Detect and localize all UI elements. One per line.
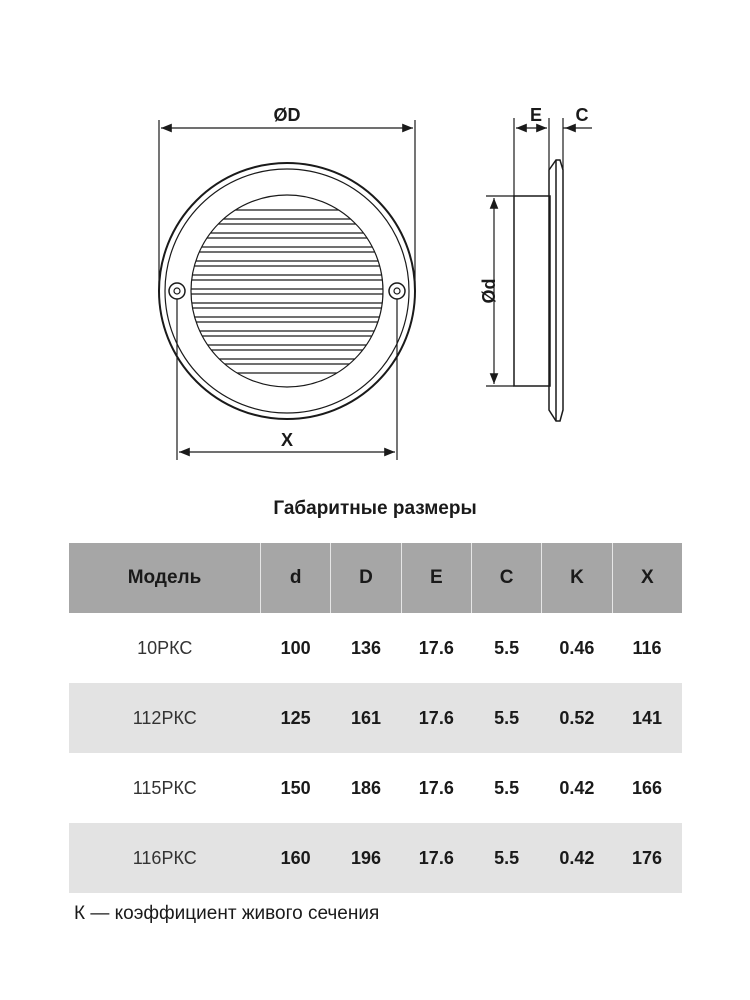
- cell-K: 0.42: [559, 777, 595, 798]
- dimension-depth-e-flange-c: [514, 118, 592, 196]
- label-outer-diameter: ØD: [273, 105, 301, 125]
- mounting-hole-left: [169, 283, 185, 299]
- outer-rim: [159, 163, 415, 419]
- cell-C: 5.5: [472, 823, 542, 893]
- cell-model: 10РКС: [137, 637, 193, 658]
- inner-rim: [165, 169, 409, 413]
- cell-D: 186: [350, 777, 381, 798]
- table-header-row: [69, 543, 682, 613]
- cell-d: 150: [280, 777, 311, 798]
- cell-E: 17.6: [401, 683, 471, 753]
- cell-E: 17.6: [401, 823, 471, 893]
- cell-model: 112РКС: [69, 683, 261, 753]
- cell-d: 160: [261, 823, 331, 893]
- cell-C: 5.5: [472, 683, 542, 753]
- cell-E: 17.6: [418, 637, 454, 658]
- cell-K: 0.46: [559, 637, 595, 658]
- louver-slats: [180, 210, 394, 373]
- cell-D: 196: [331, 823, 401, 893]
- mounting-hole-right: [389, 283, 405, 299]
- footnote: К — коэффициент живого сечения: [74, 903, 380, 924]
- cell-K: 0.52: [542, 683, 612, 753]
- cell-X: 141: [612, 683, 682, 753]
- header-C: C: [472, 543, 542, 613]
- side-view: [514, 160, 563, 421]
- table-row: [69, 613, 682, 683]
- header-X: X: [612, 543, 682, 613]
- header-D: D: [331, 543, 401, 613]
- cell-X: 116: [632, 637, 662, 658]
- header-K: K: [542, 543, 612, 613]
- dimension-outer-diameter: [159, 120, 415, 291]
- cell-D: 136: [350, 637, 381, 658]
- cell-C: 5.5: [494, 777, 520, 798]
- cell-X: 166: [632, 777, 663, 798]
- label-depth-e: E: [529, 105, 543, 125]
- cell-C: 5.5: [494, 637, 520, 658]
- table-row: [69, 823, 682, 893]
- front-view: [159, 163, 415, 419]
- dimensions-table: [69, 543, 682, 893]
- label-hole-spacing: X: [280, 430, 294, 450]
- table-title: Габаритные размеры: [273, 498, 477, 519]
- cell-d: 100: [280, 637, 311, 658]
- table-row: [69, 683, 682, 753]
- header-model: Модель: [69, 543, 261, 613]
- header-E: E: [401, 543, 471, 613]
- table-row: [69, 753, 682, 823]
- cell-E: 17.6: [418, 777, 454, 798]
- header-d: d: [261, 543, 331, 613]
- cell-model: 116РКС: [69, 823, 261, 893]
- label-flange-c: C: [575, 105, 589, 125]
- cell-D: 161: [331, 683, 401, 753]
- label-duct-diameter: Ød: [479, 278, 499, 304]
- cell-X: 176: [612, 823, 682, 893]
- technical-drawing: [0, 0, 750, 490]
- cell-K: 0.42: [542, 823, 612, 893]
- cell-model: 115РКС: [132, 777, 197, 798]
- cell-d: 125: [261, 683, 331, 753]
